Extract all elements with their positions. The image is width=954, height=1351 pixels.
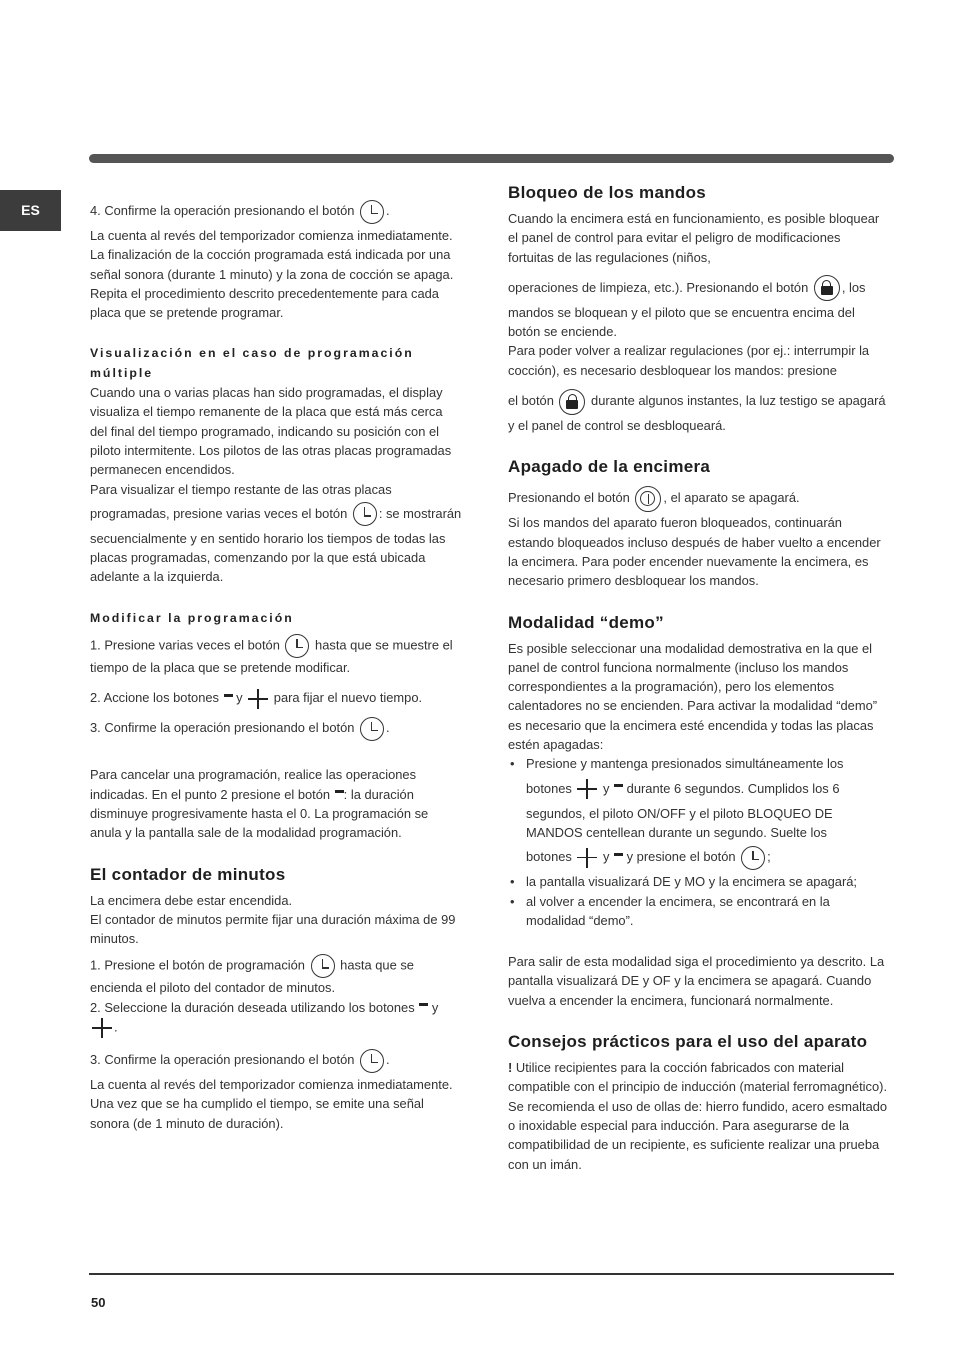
clock-icon (360, 1049, 384, 1073)
paragraph: operaciones de limpieza, etc.). Presionando el botón , los mandos se bloquean y el piloto que se encuentra encima del botón se enciende. (508, 273, 888, 342)
step-confirm: 4. Confirme la operación presionando el botón . (90, 196, 462, 226)
lock-icon (814, 275, 840, 301)
heading-practical-tips: Consejos prácticos para el uso del aparato (508, 1032, 868, 1052)
lock-icon (559, 389, 585, 415)
power-icon (635, 486, 661, 512)
heading-control-lock: Bloqueo de los mandos (508, 183, 707, 202)
demo-steps-list (508, 754, 888, 930)
timer-step-2: 2. Seleccione la duración deseada utilizando los botones y . (90, 998, 462, 1039)
paragraph: La cuenta al revés del temporizador comienza inmediatamente. Una vez que se ha cumplido el tiempo, se emite una señal sonora (de 1 minuto de duración). (90, 1077, 453, 1131)
clock-icon (741, 846, 765, 870)
minus-icon (334, 788, 344, 802)
plus-icon (577, 847, 597, 869)
paragraph-cancel: Para cancelar una programación, realice las operaciones indicadas. En el punto 2 presione el botón : la duración disminuye progresivamente hasta el 0. La programación se anula y la pantalla sale de la modalidad programación. (90, 767, 429, 841)
page-number: 50 (91, 1295, 106, 1310)
plus-icon (92, 1017, 112, 1039)
minus-icon (613, 851, 623, 865)
paragraph: Presionando el botón , el aparato se apagará. (508, 483, 888, 513)
modify-step-2: 2. Accione los botones y para fijar el nuevo tiempo. (90, 683, 462, 713)
subheading-modify: Modificar la programación (90, 610, 294, 625)
warning-mark: ! (508, 1060, 513, 1076)
heading-demo-mode: Modalidad “demo” (508, 612, 664, 632)
paragraph: Cuando una o varias placas han sido programadas, el display visualiza el tiempo remanente de la placa que está más cerca del final del tiempo programado, indicando su posición con el piloto intermitente. Los pilotos de las otras placas programadas permanecen encendidos. (90, 385, 452, 478)
list-item: • al volver a encender la encimera, se encontrará en la modalidad “demo”. (526, 892, 888, 931)
paragraph: Si los mandos del aparato fueron bloqueados, continuarán estando bloqueados incluso después de haber vuelto a encender la encimera. Para poder encender nuevamente la encimera, es necesario primero desbloquear los mandos. (508, 515, 881, 589)
paragraph: ! Utilice recipientes para la cocción fabricados con material compatible con el principio de inducción (material ferromagnético). Se recomienda el uso de ollas de: hierro fundido, acero esmaltado o inoxidable especial para inducción. Para asegurarse de la compatibilidad de un recipiente, es suficiente realizar una prueba con un imán. (508, 1060, 888, 1172)
heading-minute-timer: El contador de minutos (90, 864, 286, 884)
list-item: • la pantalla visualizará DE y MO y la encimera se apagará; (526, 872, 888, 891)
plus-icon (577, 778, 597, 800)
paragraph: La cuenta al revés del temporizador comienza inmediatamente. La finalización de la cocción programada está indicada por una señal sonora (durante 1 minuto) y la zona de cocción se apaga. (90, 228, 454, 282)
paragraph: Es posible seleccionar una modalidad demostrativa en la que el panel de control funciona normalmente (incluso los mandos correspondientes a la programación), pero los elementos calentadores no se encienden. Para activar la modalidad “demo” es necesario que la encimera esté encendida y todas las placas estén apagadas: (508, 640, 878, 753)
paragraph: el botón durante algunos instantes, la luz testigo se apagará y el panel de control se desbloqueará. (508, 386, 888, 435)
clock-icon (353, 502, 377, 526)
list-item: • Presione y mantenga presionados simultáneamente los botones y durante 6 segundos. Cumplidos los 6 segundos, el piloto ON/OFF y el piloto BLOQUEO DE MANDOS centellean durante un segundo. Suelte los botones y y presione el botón ; (526, 754, 888, 872)
paragraph: Para visualizar el tiempo restante de las otras placas (90, 481, 392, 497)
header-bar (89, 154, 894, 163)
modify-step-1: 1. Presione varias veces el botón hasta que se muestre el tiempo de la placa que se pretende modificar. (90, 634, 462, 677)
paragraph: Para poder volver a realizar regulaciones (por ej.: interrumpir la cocción), es necesario desbloquear los mandos: presione (508, 343, 870, 378)
clock-icon (285, 634, 309, 658)
subheading-multi: Visualización en el caso de programación múltiple (90, 346, 414, 380)
plus-icon (248, 688, 268, 710)
paragraph: programadas, presione varias veces el botón : se mostrarán secuencialmente y en sentido horario los tiempos de todas las placas programadas, comenzando por la que está ubicada adelante a la izquierda. (90, 499, 462, 587)
timer-step-1: 1. Presione el botón de programación hasta que se encienda el piloto del contador de minutos. (90, 954, 462, 997)
right-column (508, 183, 888, 1174)
paragraph: La encimera debe estar encendida. (90, 892, 293, 908)
minus-icon (418, 1001, 428, 1015)
paragraph: El contador de minutos permite fijar una duración máxima de 99 minutos. (90, 911, 456, 947)
clock-icon (311, 954, 335, 978)
clock-icon (360, 717, 384, 741)
modify-step-3: 3. Confirme la operación presionando el botón . (90, 713, 462, 743)
minus-icon (223, 692, 233, 706)
clock-icon (360, 200, 384, 224)
paragraph: Repita el procedimiento descrito precedentemente para cada placa que se pretende programar. (90, 285, 439, 321)
language-tab: ES (0, 190, 61, 231)
left-column (90, 196, 462, 1133)
footer-line (89, 1273, 894, 1275)
paragraph: Cuando la encimera está en funcionamiento, es posible bloquear el panel de control para evitar el peligro de modificaciones fortuitas de las regulaciones (niños, (508, 211, 880, 265)
heading-switch-off: Apagado de la encimera (508, 457, 711, 477)
minus-icon (613, 782, 623, 796)
timer-step-3: 3. Confirme la operación presionando el botón . (90, 1045, 462, 1075)
paragraph: Para salir de esta modalidad siga el procedimiento ya descrito. La pantalla visualizará DE y OF y la encimera se apagará. Cuando vuelva a encender la encimera, funcionará normalmente. (508, 954, 885, 1008)
